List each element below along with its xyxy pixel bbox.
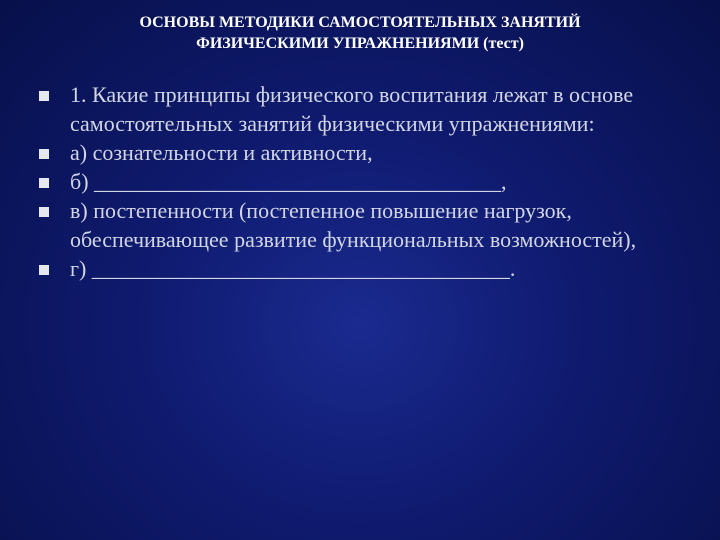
question-list <box>38 80 698 283</box>
list-item <box>38 254 698 283</box>
square-bullet-icon <box>39 149 49 159</box>
title-line-1: ОСНОВЫ МЕТОДИКИ САМОСТОЯТЕЛЬНЫХ ЗАНЯТИЙ <box>139 14 581 31</box>
list-item-text: г) ______________________________________. <box>70 256 516 281</box>
list-item <box>38 196 698 254</box>
square-bullet-icon <box>39 265 49 275</box>
list-item-text: в) постепенности (постепенное повышение нагрузок, обеспечивающее развитие функциональных возможностей), <box>70 198 637 252</box>
square-bullet-icon <box>39 91 49 101</box>
list-item-text: б) _____________________________________, <box>70 169 507 194</box>
list-item-text: а) сознательности и активности, <box>70 140 373 165</box>
list-item <box>38 80 698 138</box>
square-bullet-icon <box>39 178 49 188</box>
title-line-2: ФИЗИЧЕСКИМИ УПРАЖНЕНИЯМИ (тест) <box>196 35 524 52</box>
list-item <box>38 167 698 196</box>
list-item <box>38 138 698 167</box>
list-item-text: 1. Какие принципы физического воспитания лежат в основе самостоятельных занятий физическими упражнениями: <box>70 82 634 136</box>
slide-title <box>40 12 680 54</box>
square-bullet-icon <box>39 207 49 217</box>
